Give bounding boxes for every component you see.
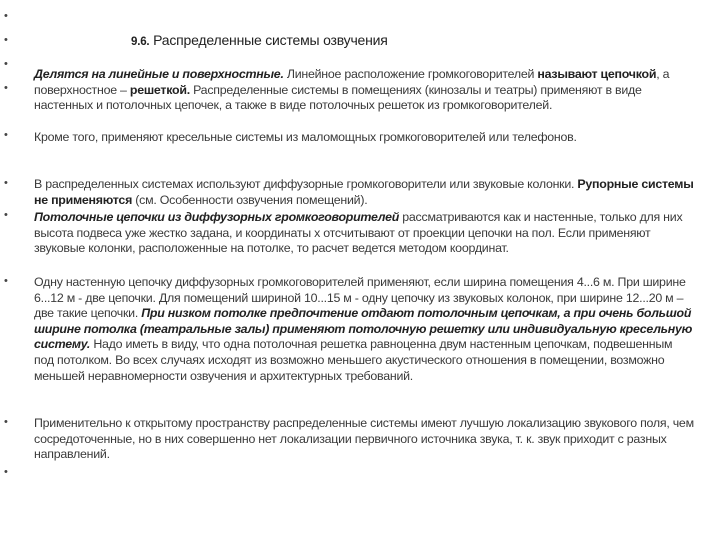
text: (см. Особенности озвучения помещений). bbox=[132, 192, 368, 207]
paragraph-seat-systems bbox=[34, 130, 694, 146]
bold-term: решеткой. bbox=[129, 82, 190, 97]
paragraph-ceiling-chains bbox=[34, 210, 694, 257]
emphasis: При низком потолке предпочтение отдают потолочным цепочкам, а при очень большой ширине потолка (театральные залы) применяют потолочную решетку или индивидуальную кресельную систему. bbox=[34, 306, 693, 352]
text: В распределенных системах используют диффузорные громкоговорители или звуковые колонки. bbox=[34, 177, 578, 191]
paragraph-open-space bbox=[34, 416, 694, 463]
bullet: • bbox=[4, 416, 8, 428]
bullet: • bbox=[4, 82, 8, 94]
page-title bbox=[131, 32, 388, 48]
bullet: • bbox=[4, 34, 8, 46]
text: Одну настенную цепочку диффузорных громкоговорителей применяют, если ширина помещения 4...6 м. При ширине 6...12 м - две цепочки. Для помещений шириной 10...15 м - одну цепочку из звуковых колонок, при ширине 12...20 м – две такие цепочки. bbox=[34, 275, 686, 321]
paragraph-chain-widths bbox=[34, 275, 694, 384]
text: Линейное расположение громкоговорителей bbox=[283, 67, 538, 81]
bullet: • bbox=[4, 466, 8, 478]
text: Надо иметь в виду, что одна потолочная решетка равноценна двум настенным цепочкам, подвешенным под потолком. Во всех случаях исходят из возможно меньшего акустического отношения в помещении, возможно меньшей неравномерности озвучения и архитектурных требований. bbox=[34, 337, 673, 383]
paragraph-loudspeakers bbox=[34, 177, 694, 208]
bullet: • bbox=[4, 275, 8, 287]
emphasis: Делятся на линейные и поверхностные. bbox=[34, 67, 284, 81]
text: рассматриваются как и настенные, только для них высота подвеса уже жестко задана, и координаты x отсчитывают от проекции цепочки на пол. Если применяют звуковые колонки, расположенные на потолке, то расчет ведется методом координат. bbox=[34, 210, 683, 256]
text: Распределенные системы в помещениях (кинозалы и театры) применяют в виде настенных и потолочных цепочек, а также в виде потолочных решеток из громкоговорителей. bbox=[34, 82, 642, 113]
bullet: • bbox=[4, 10, 8, 22]
bold-term: называют цепочкой bbox=[537, 67, 657, 81]
text: Кроме того, применяют кресельные системы из маломощных громкоговорителей или телефонов. bbox=[34, 130, 577, 144]
bullet: • bbox=[4, 209, 8, 221]
paragraph-types bbox=[34, 67, 694, 114]
bullet: • bbox=[4, 177, 8, 189]
bullet: • bbox=[4, 58, 8, 70]
section-title: Распределенные системы озвучения bbox=[153, 32, 388, 48]
emphasis: Потолочные цепочки из диффузорных громкоговорителей bbox=[34, 210, 400, 224]
text: Применительно к открытому пространству распределенные системы имеют лучшую локализацию звукового поля, чем сосредоточенные, но в них совершенно нет локализации первичного источника звука, т. к. звук приходит с разных направлений. bbox=[34, 416, 694, 462]
bullet: • bbox=[4, 129, 8, 141]
text: , а поверхностное – bbox=[34, 67, 670, 97]
bold-term: Рупорные системы не применяются bbox=[34, 177, 694, 207]
section-number: 9.6. bbox=[131, 36, 150, 48]
